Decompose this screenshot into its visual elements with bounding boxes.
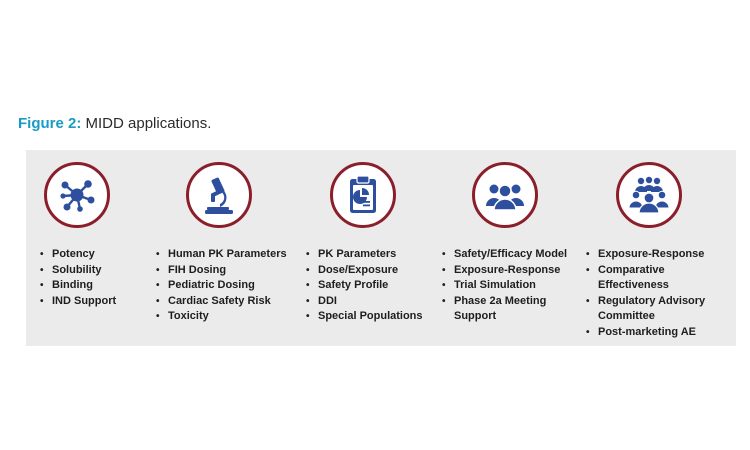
list-item: • FIH Dosing [156, 263, 287, 279]
list-item: • Exposure-Response [586, 247, 731, 263]
list-item: • Binding [40, 278, 116, 294]
list-item: • Solubility [40, 263, 116, 279]
microscope-icon [186, 162, 252, 228]
list-item: • Special Populations [306, 309, 423, 325]
list-item: • Regulatory Advisory Committee [586, 294, 718, 325]
list-item: • Cardiac Safety Risk [156, 294, 287, 310]
group-icon [472, 162, 538, 228]
clipboard-chart-icon [330, 162, 396, 228]
list-item: • Post-marketing AE [586, 325, 731, 341]
phase1-list [306, 247, 423, 325]
list-item: • Pediatric Dosing [156, 278, 287, 294]
large-group-icon [616, 162, 682, 228]
list-item: • Toxicity [156, 309, 287, 325]
list-item: • DDI [306, 294, 423, 310]
list-item: • Potency [40, 247, 116, 263]
preclinical-list [156, 247, 287, 325]
phase2-list [442, 247, 567, 325]
applications-panel [26, 150, 736, 346]
list-item: • Exposure-Response [442, 263, 567, 279]
list-item: • Safety/Efficacy Model [442, 247, 567, 263]
figure-label: Figure 2: [18, 115, 82, 132]
list-item [442, 294, 554, 325]
list-item: • Safety Profile [306, 278, 423, 294]
list-item: • Human PK Parameters [156, 247, 287, 263]
list-item: • PK Parameters [306, 247, 423, 263]
figure-title: MIDD applications. [85, 115, 212, 132]
list-item: • Trial Simulation [442, 278, 567, 294]
discovery-list [40, 247, 116, 309]
figure-caption [18, 115, 211, 132]
list-item: • IND Support [40, 294, 116, 310]
phase3-list [586, 247, 731, 340]
list-item: • Dose/Exposure [306, 263, 423, 279]
list-item-text: Phase 2a Meeting Support [454, 294, 547, 322]
molecule-network-icon [44, 162, 110, 228]
list-item: • Comparative Effectiveness [586, 263, 678, 294]
